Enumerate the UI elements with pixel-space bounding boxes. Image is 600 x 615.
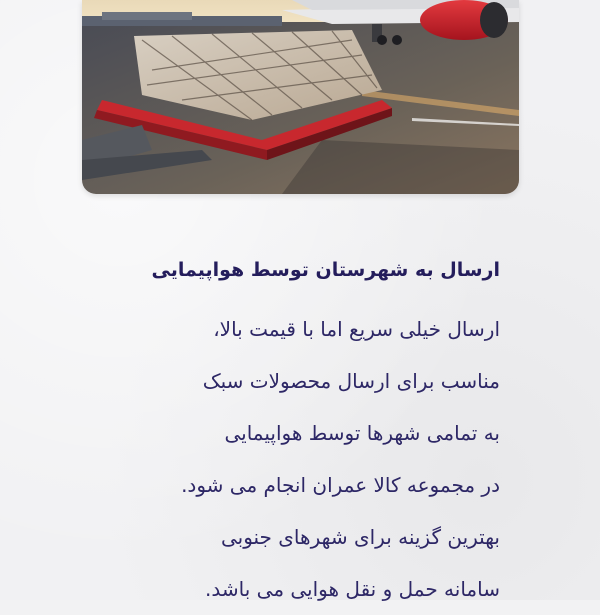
article-line-3: به تمامی شهرها توسط هواپیمایی (224, 421, 500, 445)
article-line-6: سامانه حمل و نقل هوایی می باشد. (205, 577, 500, 601)
article-line-5: بهترین گزینه برای شهرهای جنوبی (220, 525, 500, 549)
cargo-airplane-photo (82, 0, 519, 194)
article-title: ارسال به شهرستان توسط هواپیمایی (151, 259, 500, 281)
airport-cargo-illustration (82, 0, 519, 194)
article-line-4: در مجموعه کالا عمران انجام می شود. (181, 473, 500, 497)
article-line-2: مناسب برای ارسال محصولات سبک (202, 369, 500, 393)
article-body (70, 253, 500, 615)
article-line-1: ارسال خیلی سریع اما با قیمت بالا، (213, 317, 500, 341)
